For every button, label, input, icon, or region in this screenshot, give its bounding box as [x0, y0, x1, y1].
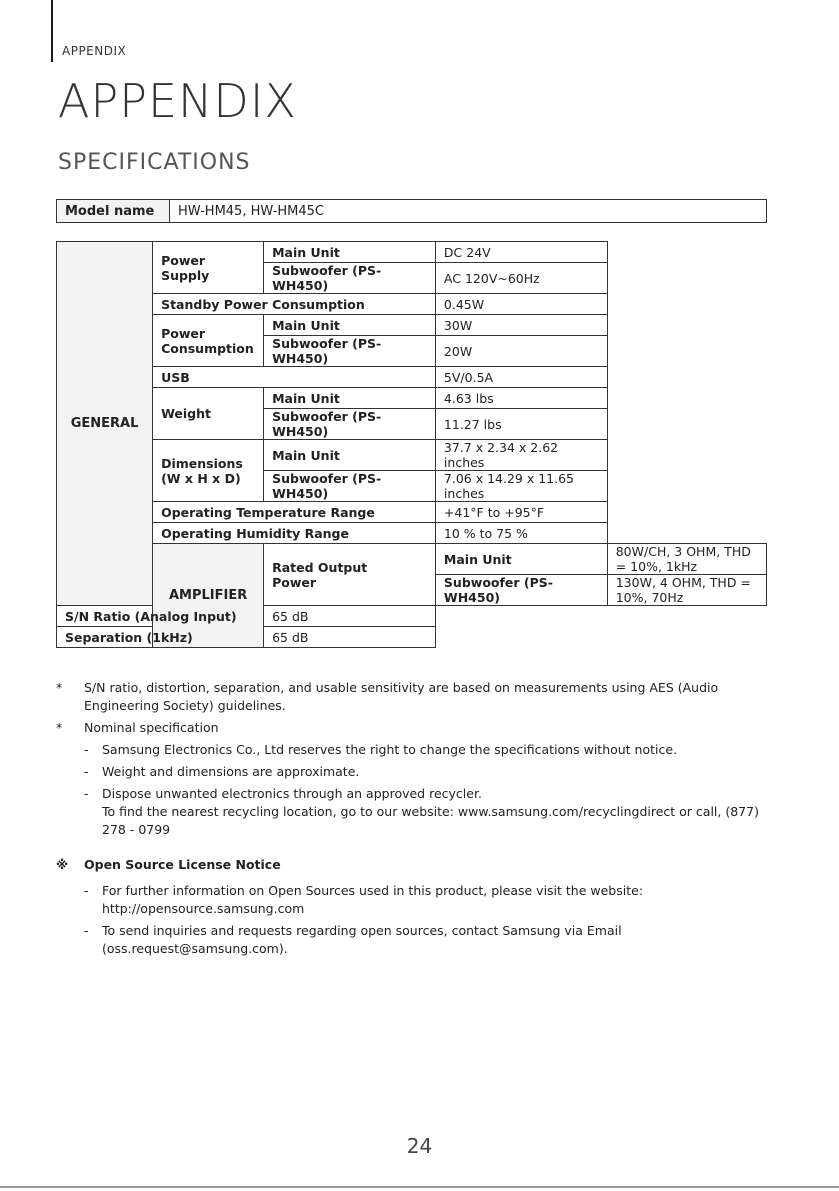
usb-label: USB [153, 367, 436, 388]
spec-value: 130W, 4 OHM, THD = 10%, 70Hz [607, 575, 766, 606]
spec-value: 30W [435, 315, 607, 336]
table-row [57, 544, 767, 575]
sub-label: Subwoofer (PS-WH450) [264, 409, 436, 440]
table-row [57, 200, 767, 223]
sub-label: Subwoofer (PS-WH450) [264, 336, 436, 367]
rated-output-line2: Power [272, 574, 317, 590]
separation-label: Separation (1kHz) [57, 627, 264, 648]
asterisk-mark: * [56, 680, 63, 695]
table-row [57, 627, 767, 648]
asterisk-mark: * [56, 720, 63, 735]
spec-value: 80W/CH, 3 OHM, THD = 10%, 1kHz [607, 544, 766, 575]
table-row [57, 294, 767, 315]
table-row [57, 502, 767, 523]
footnotes [56, 679, 786, 843]
dash-mark: - [84, 764, 89, 779]
table-row [57, 242, 767, 263]
dash-mark: - [84, 923, 89, 938]
rated-output-label [264, 544, 436, 606]
weight-label: Weight [153, 388, 264, 440]
standby-power-label: Standby Power Consumption [153, 294, 436, 315]
reference-mark-icon: ※ [56, 857, 69, 872]
rated-output-line1: Rated Output [272, 559, 368, 575]
spec-value: 0.45W [435, 294, 607, 315]
spec-value: 4.63 lbs [435, 388, 607, 409]
footnote-text: Nominal specification [84, 720, 219, 735]
table-row [57, 388, 767, 409]
sub-label: Main Unit [435, 544, 607, 575]
spec-value: 37.7 x 2.34 x 2.62 inches [435, 440, 607, 471]
dimensions-label-line1: Dimensions [161, 455, 243, 471]
footnote [56, 719, 786, 737]
dash-mark: - [84, 742, 89, 757]
footnote-text: S/N ratio, distortion, separation, and usable sensitivity are based on measurements using AES (Audio Engineering Society) guidelines. [84, 680, 719, 713]
sub-label: Main Unit [264, 242, 436, 263]
model-name-value: HW-HM45, HW-HM45C [170, 200, 767, 223]
list-item [56, 785, 786, 839]
spec-value: 11.27 lbs [435, 409, 607, 440]
spec-value: 65 dB [264, 627, 436, 648]
sn-ratio-label: S/N Ratio (Analog Input) [57, 606, 264, 627]
spec-value: 7.06 x 14.29 x 11.65 inches [435, 471, 607, 502]
dash-mark: - [84, 786, 89, 801]
open-source-notice [56, 856, 786, 962]
operating-humidity-label: Operating Humidity Range [153, 523, 436, 544]
open-source-title-text: Open Source License Notice [84, 857, 281, 872]
sub-label: Main Unit [264, 315, 436, 336]
table-row [57, 606, 767, 627]
spec-value: 5V/0.5A [435, 367, 607, 388]
model-table [56, 199, 767, 223]
header-rule [51, 0, 53, 62]
page-title: APPENDIX [58, 74, 297, 128]
operating-temperature-label: Operating Temperature Range [153, 502, 436, 523]
list-item-text: Weight and dimensions are approximate. [102, 764, 360, 779]
list-item [56, 763, 786, 781]
spec-value: 65 dB [264, 606, 436, 627]
dimensions-label [153, 440, 264, 502]
spec-table [56, 241, 767, 648]
list-item [56, 922, 786, 958]
sub-label: Main Unit [264, 440, 436, 471]
sub-label: Subwoofer (PS-WH450) [264, 471, 436, 502]
list-item-text: To send inquiries and requests regarding open sources, contact Samsung via Email [102, 923, 622, 938]
opensource-url: http://opensource.samsung.com [102, 901, 305, 916]
contact-email: (oss.request@samsung.com). [102, 941, 288, 956]
sub-label: Main Unit [264, 388, 436, 409]
spec-value: 20W [435, 336, 607, 367]
list-item [56, 882, 786, 918]
table-row [57, 440, 767, 471]
recycling-info-text: To find the nearest recycling location, go to our website: www.samsung.com/recyclingdirect or call, (877) 278 - 0799 [102, 804, 759, 837]
power-consumption-label: Power Consumption [153, 315, 264, 367]
table-row [57, 315, 767, 336]
table-row [57, 523, 767, 544]
list-item-text: Dispose unwanted electronics through an approved recycler. [102, 786, 482, 801]
spec-value: DC 24V [435, 242, 607, 263]
table-row [57, 367, 767, 388]
dimensions-label-line2: (W x H x D) [161, 470, 241, 486]
sub-label: Subwoofer (PS-WH450) [264, 263, 436, 294]
open-source-notice-title [56, 856, 786, 874]
bottom-rule [0, 1186, 839, 1188]
header-label: APPENDIX [62, 44, 127, 58]
spec-value: +41°F to +95°F [435, 502, 607, 523]
page-number: 24 [406, 1134, 433, 1158]
dash-mark: - [84, 883, 89, 898]
list-item-text: For further information on Open Sources used in this product, please visit the website: [102, 883, 644, 898]
spec-value: 10 % to 75 % [435, 523, 607, 544]
power-supply-label: Power Supply [153, 242, 264, 294]
list-item-text: Samsung Electronics Co., Ltd reserves the right to change the specifications without notice. [102, 742, 678, 757]
footnote [56, 679, 786, 715]
spec-value: AC 120V~60Hz [435, 263, 607, 294]
model-name-label: Model name [57, 200, 170, 223]
section-title: SPECIFICATIONS [58, 150, 251, 175]
sub-label: Subwoofer (PS-WH450) [435, 575, 607, 606]
category-general: GENERAL [57, 242, 153, 606]
category-amplifier: AMPLIFIER [153, 544, 264, 648]
list-item [56, 741, 786, 759]
